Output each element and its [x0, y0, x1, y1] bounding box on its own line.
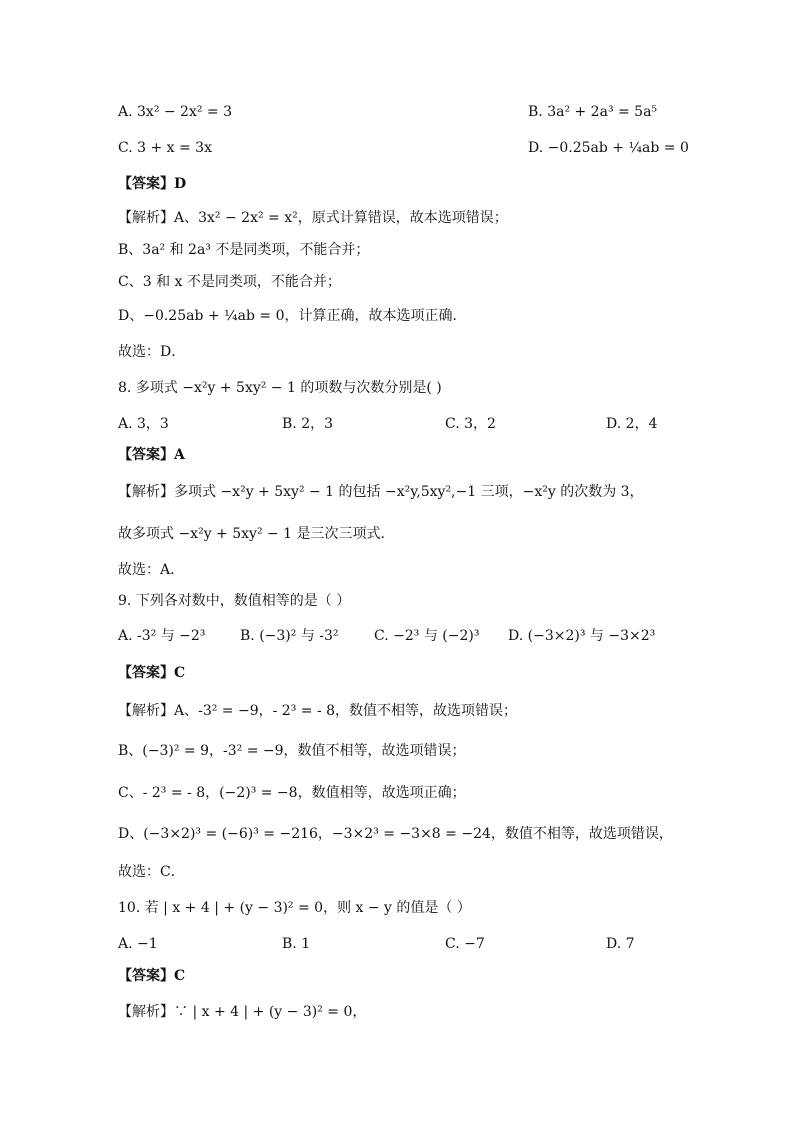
q7-option-b: B. 3a² + 2a³ = 5a⁵: [528, 104, 658, 120]
q8-option-b: B. 2，3: [282, 416, 334, 432]
q8-stem: 8. 多项式 −x²y + 5xy² − 1 的项数与次数分别是( ): [118, 380, 442, 396]
q7-explanation-c: C、3 和 x 不是同类项，不能合并；: [118, 274, 341, 290]
q9-option-c: C. −2³ 与 (−2)³: [374, 628, 480, 644]
q10-option-b: B. 1: [282, 936, 311, 952]
q7-answer: 【答案】D: [118, 176, 187, 192]
q9-explanation-a: 【解析】A、-3² = −9，- 2³ = - 8，数值不相等，故选项错误；: [118, 703, 518, 719]
q7-explanation-a: 【解析】A、3x² − 2x² = x²，原式计算错误，故本选项错误；: [118, 210, 508, 226]
q9-explanation-b: B、(−3)² = 9，-3² = −9，数值不相等，故选项错误；: [118, 743, 466, 759]
q9-option-b: B. (−3)² 与 -3²: [240, 628, 339, 644]
q8-explanation-1: 【解析】多项式 −x²y + 5xy² − 1 的包括 −x²y,5xy²,−1 三项，−x²y 的次数为 3，: [118, 484, 644, 500]
q10-explanation: 【解析】∵ | x + 4 | + (y − 3)² = 0，: [118, 1004, 367, 1020]
q8-answer: 【答案】A: [118, 447, 185, 463]
q9-explanation-c: C、- 2³ = - 8，(−2)³ = −8，数值相等，故选项正确；: [118, 785, 466, 801]
q10-stem: 10. 若 | x + 4 | + (y − 3)² = 0，则 x − y 的值是（ ）: [118, 900, 471, 916]
q7-conclusion: 故选：D．: [118, 344, 186, 360]
q7-option-d: D. −0.25ab + ¼ab = 0: [528, 140, 689, 156]
q8-option-a: A. 3，3: [118, 416, 169, 432]
q8-conclusion: 故选：A．: [118, 562, 185, 578]
q9-conclusion: 故选：C．: [118, 864, 185, 880]
q8-option-c: C. 3，2: [445, 416, 496, 432]
q7-option-c: C. 3 + x = 3x: [118, 140, 212, 156]
q9-explanation-d: D、(−3×2)³ = (−6)³ = −216，−3×2³ = −3×8 = −24，数值不相等，故选项错误，: [118, 826, 673, 842]
q8-option-d: D. 2，4: [606, 416, 658, 432]
q10-option-d: D. 7: [606, 936, 635, 952]
q7-option-a: A. 3x² − 2x² = 3: [118, 104, 233, 120]
q7-explanation-b: B、3a² 和 2a³ 不是同类项，不能合并；: [118, 242, 370, 258]
q10-option-c: C. −7: [445, 936, 485, 952]
q7-explanation-d: D、−0.25ab + ¼ab = 0，计算正确，故本选项正确．: [118, 308, 467, 324]
q10-option-a: A. −1: [118, 936, 158, 952]
q10-answer: 【答案】C: [118, 968, 186, 984]
q9-answer: 【答案】C: [118, 665, 186, 681]
q9-stem: 9. 下列各对数中，数值相等的是（ ）: [118, 593, 351, 609]
q9-option-a: A. -3² 与 −2³: [118, 628, 206, 644]
q8-explanation-2: 故多项式 −x²y + 5xy² − 1 是三次三项式．: [118, 526, 395, 542]
q9-option-d: D. (−3×2)³ 与 −3×2³: [508, 628, 656, 644]
